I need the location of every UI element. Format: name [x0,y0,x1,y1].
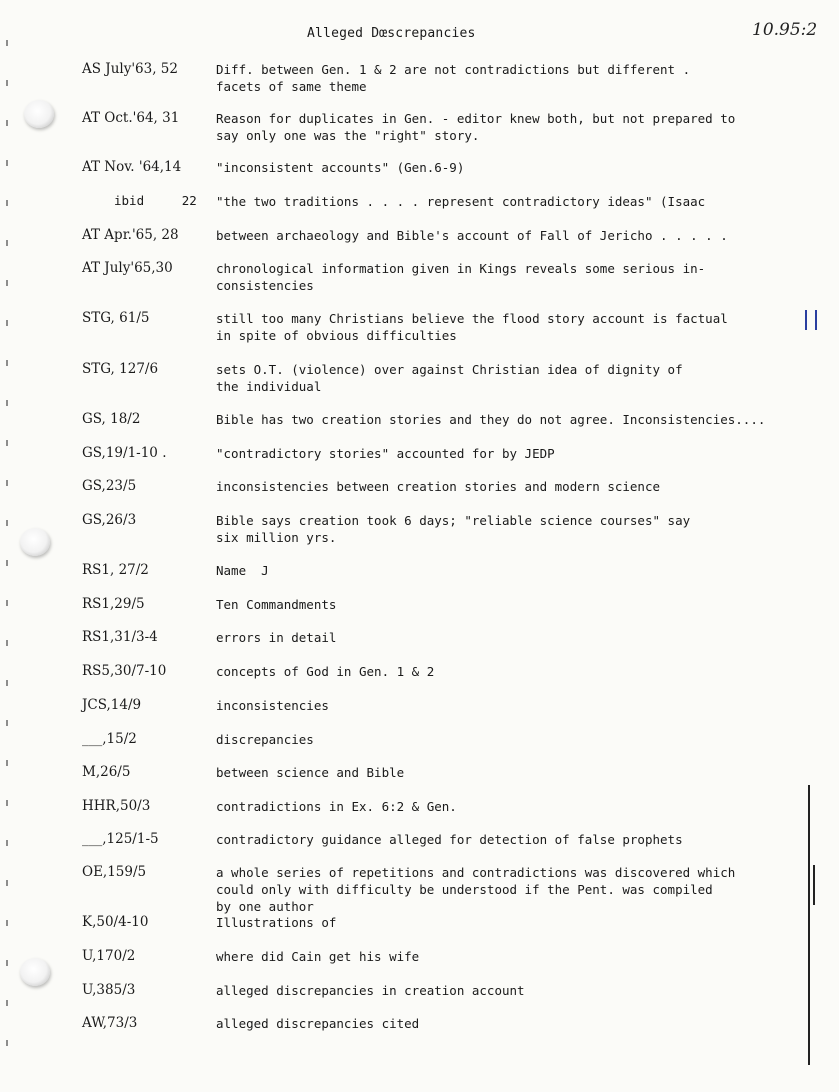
entry-note: "contradictory stories" accounted for by JEDP [216,446,555,461]
entry-note: concepts of God in Gen. 1 & 2 [216,664,435,679]
source-reference: RS5,30/7-10 [82,663,167,679]
punch-hole-icon [20,958,50,986]
source-reference: ___,15/2 [82,731,137,747]
source-reference: K,50/4-10 [82,914,149,930]
page-title: Alleged Dœscrepancies [307,26,476,41]
source-reference: AW,73/3 [82,1015,138,1031]
entry-note: where did Cain get his wife [216,949,420,964]
entry-note: Bible says creation took 6 days; "reliable science courses" say six million yrs. [216,513,691,545]
source-reference: RS1, 27/2 [82,562,149,578]
entry-note: "the two traditions . . . . represent contradictory ideas" (Isaac [216,194,706,209]
entry-note: a whole series of repetitions and contradictions was discovered which could only with difficulty be understood if the Pent. was compiled by one author [216,865,736,914]
source-reference: GS, 18/2 [82,411,141,427]
source-reference: RS1,31/3-4 [82,629,158,645]
source-reference: AT July'65,30 [82,260,173,276]
entry-note: Ten Commandments [216,597,337,612]
source-reference: JCS,14/9 [82,697,142,713]
source-reference: STG, 61/5 [82,310,150,326]
entry-note: alleged discrepancies in creation account [216,983,525,998]
entry-note: Diff. between Gen. 1 & 2 are not contradictions but different . facets of same theme [216,62,691,94]
right-margin-line [808,785,810,1065]
source-reference: OE,159/5 [82,864,147,880]
source-reference: AT Oct.'64, 31 [82,110,180,126]
entry-note: sets O.T. (violence) over against Christian idea of dignity of the individual [216,362,683,394]
entry-note: Illustrations of [216,915,337,930]
entry-note: inconsistencies between creation stories and modern science [216,479,661,494]
punch-hole-icon [20,528,50,556]
source-reference: AT Apr.'65, 28 [82,227,179,243]
entry-note: "inconsistent accounts" (Gen.6-9) [216,160,465,175]
entry-note: inconsistencies [216,698,329,713]
source-reference: RS1,29/5 [82,596,145,612]
right-margin-bracket [813,865,815,905]
entry-note: discrepancies [216,732,314,747]
entry-note: contradictions in Ex. 6:2 & Gen. [216,799,457,814]
entry-note: alleged discrepancies cited [216,1016,420,1031]
source-reference: M,26/5 [82,764,131,780]
source-reference: ___,125/1-5 [82,831,159,847]
punch-hole-icon [24,100,54,128]
source-reference: STG, 127/6 [82,361,159,377]
source-reference: GS,19/1-10 . [82,445,167,461]
handwritten-reference-number: 10.95:2 [752,20,818,40]
blue-margin-mark [805,310,817,330]
entry-note: Bible has two creation stories and they do not agree. Inconsistencies.... [216,412,766,427]
source-reference: ibid 22 [114,193,197,208]
entry-note: Reason for duplicates in Gen. - editor knew both, but not prepared to say only one was the "right" story. [216,111,736,143]
entry-note: between science and Bible [216,765,405,780]
entry-note: still too many Christians believe the flood story account is factual in spite of obvious difficulties [216,311,728,343]
entry-note: contradictory guidance alleged for detection of false prophets [216,832,683,847]
source-reference: U,385/3 [82,982,136,998]
source-reference: AS July'63, 52 [82,61,178,77]
left-margin-mark [6,40,8,1080]
source-reference: U,170/2 [82,948,136,964]
entry-note: Name J [216,563,269,578]
source-reference: HHR,50/3 [82,798,151,814]
entry-note: chronological information given in Kings reveals some serious in- consistencies [216,261,706,293]
source-reference: GS,26/3 [82,512,137,528]
entry-note: between archaeology and Bible's account of Fall of Jericho . . . . . [216,228,728,243]
source-reference: AT Nov. '64,14 [82,159,182,175]
source-reference: GS,23/5 [82,478,137,494]
entry-note: errors in detail [216,630,337,645]
